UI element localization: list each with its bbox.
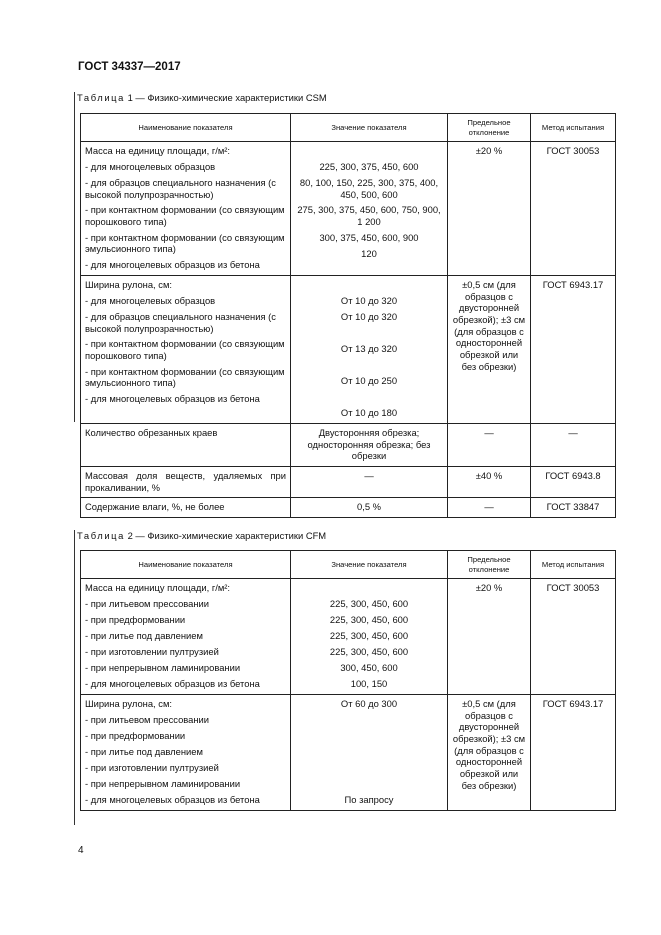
page-number: 4 bbox=[78, 845, 84, 856]
table1-edges-name: Количество обрезанных краев bbox=[81, 423, 291, 466]
row-name: - для многоцелевых образцов bbox=[85, 294, 216, 306]
table2-header-deviation: Предельное отклонение bbox=[448, 551, 531, 579]
row-name: - при литьевом прессовании bbox=[85, 714, 210, 725]
row-value bbox=[295, 145, 443, 157]
table1-width-values bbox=[291, 275, 448, 423]
table1-edges-method: — bbox=[531, 423, 616, 466]
row-name: Ширина рулона, см: bbox=[85, 278, 172, 290]
table1-ignition-name: Массовая доля веществ, удаляемых при прокаливании, % bbox=[81, 466, 291, 497]
table2-caption-label: Таблица bbox=[77, 530, 125, 541]
table1-ignition-value: — bbox=[291, 466, 448, 497]
row-value: От 13 до 320 bbox=[340, 342, 398, 354]
table1-moisture-name: Содержание влаги, %, не более bbox=[81, 498, 291, 518]
row-name: - при изготовлении пултрузией bbox=[85, 646, 219, 657]
table1-moisture-method: ГОСТ 33847 bbox=[531, 498, 616, 518]
row-name: - при контактном формовании (со связующим порошкового типа) bbox=[85, 204, 285, 227]
row-value bbox=[295, 730, 443, 742]
margin-line-2 bbox=[74, 530, 75, 825]
margin-line-1 bbox=[74, 92, 75, 422]
row-value: От 10 до 250 bbox=[340, 374, 398, 386]
table2-mass-names bbox=[81, 579, 291, 695]
table1-edges-deviation: — bbox=[448, 423, 531, 466]
table2-mass-method: ГОСТ 30053 bbox=[531, 579, 616, 695]
row-value: От 60 до 300 bbox=[340, 698, 398, 709]
row-name: - при литье под давлением bbox=[85, 746, 203, 757]
row-value: 100, 150 bbox=[350, 678, 388, 689]
table1-mass-names bbox=[81, 142, 291, 276]
table1-row-edges bbox=[81, 423, 616, 466]
row-name: - для образцов специального назначения (с высокой полупрозрачностью) bbox=[85, 310, 276, 334]
row-value: От 10 до 320 bbox=[340, 294, 398, 306]
table1-header-deviation: Предельное отклонение bbox=[448, 114, 531, 142]
table2-row-width bbox=[81, 695, 616, 811]
row-name: - для образцов специального назначения (с высокой полупрозрачностью) bbox=[85, 177, 276, 200]
table1-mass-deviation: ±20 % bbox=[448, 142, 531, 276]
table2-caption-text: 2 — Физико-химические характеристики CFM bbox=[127, 530, 327, 541]
table2-width-values bbox=[291, 695, 448, 811]
row-value: От 10 до 320 bbox=[340, 310, 398, 322]
row-name: - при изготовлении пултрузией bbox=[85, 762, 219, 773]
row-value bbox=[295, 778, 443, 790]
row-name: Масса на единицу площади, г/м²: bbox=[85, 582, 231, 593]
table1-ignition-deviation: ±40 % bbox=[448, 466, 531, 497]
row-name: - при непрерывном ламинировании bbox=[85, 662, 241, 673]
row-name: - для многоцелевых образцов из бетона bbox=[85, 678, 260, 689]
row-value: 120 bbox=[361, 247, 377, 259]
table2-width-deviation: ±0,5 см (для образцов с двусторонней обрезкой); ±3 см (для образцов с односторонней обрезкой или без обрезки) bbox=[448, 695, 531, 811]
table1 bbox=[80, 113, 616, 518]
table1-width-deviation: ±0,5 см (для образцов с двусторонней обрезкой); ±3 см (для образцов с односторонней обрезкой или без обрезки) bbox=[448, 275, 531, 423]
table1-header-method: Метод испытания bbox=[531, 114, 616, 142]
document-code: ГОСТ 34337—2017 bbox=[78, 61, 181, 73]
table1-caption-text: 1 — Физико-химические характеристики CSM bbox=[127, 92, 327, 103]
row-value: 275, 300, 375, 450, 600, 750, 900, 1 200 bbox=[297, 204, 441, 227]
row-value bbox=[295, 762, 443, 774]
row-value: 225, 300, 450, 600 bbox=[329, 646, 409, 657]
row-name: Ширина рулона, см: bbox=[85, 698, 172, 709]
table1-row-ignition-loss bbox=[81, 466, 616, 497]
table2-header-method: Метод испытания bbox=[531, 551, 616, 579]
table1-width-method: ГОСТ 6943.17 bbox=[531, 275, 616, 423]
table2-header-name: Наименование показателя bbox=[81, 551, 291, 579]
row-value: 225, 300, 450, 600 bbox=[329, 630, 409, 641]
row-name: - для многоцелевых образцов из бетона bbox=[85, 794, 260, 805]
row-name: - при предформовании bbox=[85, 614, 186, 625]
table1-ignition-method: ГОСТ 6943.8 bbox=[531, 466, 616, 497]
row-name: - при предформовании bbox=[85, 730, 186, 741]
table2-width-method: ГОСТ 6943.17 bbox=[531, 695, 616, 811]
table1-edges-value: Двусторонняя обрезка; односторонняя обрезка; без обрезки bbox=[291, 423, 448, 466]
row-name: - для многоцелевых образцов из бетона bbox=[85, 258, 260, 270]
row-name: - при контактном формовании (со связующим порошкового типа) bbox=[85, 338, 285, 361]
row-name: - при литье под давлением bbox=[85, 630, 203, 641]
table2 bbox=[80, 550, 616, 811]
row-value: 80, 100, 150, 225, 300, 375, 400, 450, 500, 600 bbox=[299, 177, 439, 200]
row-value: 225, 300, 450, 600 bbox=[329, 598, 409, 609]
row-name: - при контактном формовании (со связующим эмульсионного типа) bbox=[85, 231, 285, 255]
row-name: - при литьевом прессовании bbox=[85, 598, 210, 609]
row-value: 225, 300, 450, 600 bbox=[329, 614, 409, 625]
row-name: - для многоцелевых образцов из бетона bbox=[85, 392, 260, 404]
table2-row-mass bbox=[81, 579, 616, 695]
row-value: 225, 300, 375, 450, 600 bbox=[319, 161, 419, 172]
row-value: 300, 375, 450, 600, 900 bbox=[319, 231, 419, 243]
table1-row-width bbox=[81, 275, 616, 423]
row-name: - при непрерывном ламинировании bbox=[85, 778, 241, 789]
table1-width-names bbox=[81, 275, 291, 423]
row-name: - для многоцелевых образцов bbox=[85, 161, 216, 172]
row-value bbox=[295, 714, 443, 726]
table1-moisture-deviation: — bbox=[448, 498, 531, 518]
table1-mass-method: ГОСТ 30053 bbox=[531, 142, 616, 276]
table1-header-name: Наименование показателя bbox=[81, 114, 291, 142]
table2-caption bbox=[77, 530, 326, 542]
table2-width-names bbox=[81, 695, 291, 811]
row-name: - при контактном формовании (со связующим эмульсионного типа) bbox=[85, 365, 285, 389]
row-name: Масса на единицу площади, г/м²: bbox=[85, 145, 231, 156]
row-value: От 10 до 180 bbox=[340, 406, 398, 418]
table2-mass-deviation: ±20 % bbox=[448, 579, 531, 695]
table1-caption-label: Таблица bbox=[77, 92, 125, 103]
table1-row-moisture bbox=[81, 498, 616, 518]
table2-header-value: Значение показателя bbox=[291, 551, 448, 579]
row-value bbox=[295, 582, 443, 594]
row-value: 300, 450, 600 bbox=[340, 662, 398, 673]
row-value bbox=[295, 746, 443, 758]
table2-mass-values bbox=[291, 579, 448, 695]
table1-mass-values bbox=[291, 142, 448, 276]
table1-header-value: Значение показателя bbox=[291, 114, 448, 142]
row-value bbox=[295, 279, 443, 291]
table1-caption bbox=[77, 92, 327, 104]
table1-moisture-value: 0,5 % bbox=[291, 498, 448, 518]
table1-row-mass bbox=[81, 142, 616, 276]
row-value: По запросу bbox=[344, 794, 394, 805]
